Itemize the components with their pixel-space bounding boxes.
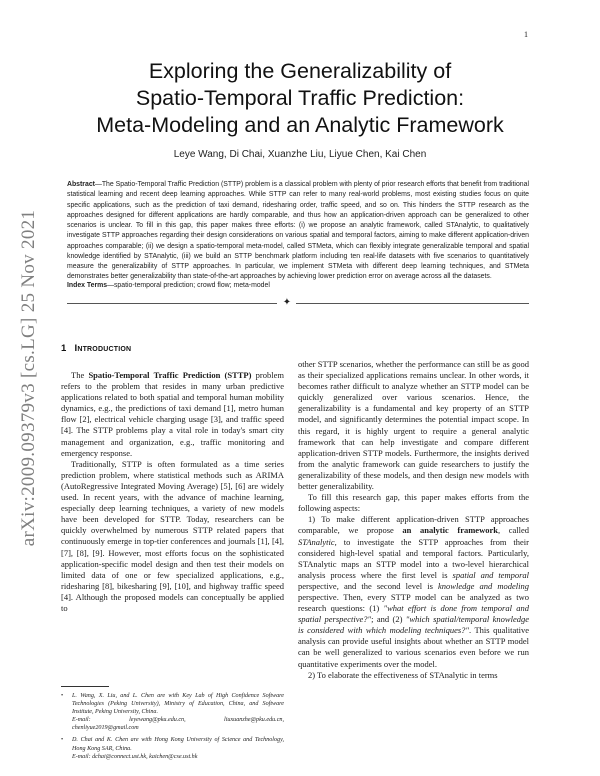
research-question-1: "what effort is done from temporal and spatial perspective?" bbox=[298, 603, 529, 625]
paragraph-text: The bbox=[71, 370, 89, 380]
arxiv-stamp bbox=[4, 178, 54, 578]
right-paragraph-4: 2) To elaborate the effectiveness of STAnalytic in terms bbox=[308, 669, 498, 680]
arxiv-stamp-text: arXiv:2009.09379v3 [cs.LG] 25 Nov 2021 bbox=[18, 209, 39, 547]
abstract-label: Abstract bbox=[67, 181, 95, 188]
email-address: leyewang@pku.edu.cn, bbox=[129, 717, 186, 724]
footnote-text bbox=[72, 692, 284, 732]
paragraph-text: problem refers to the problem that resides in many urban predictive applications related to both spatial and temporal human mobility dynamics, e.g., the predictions of taxi demand [1], metro human flow [2], electrical vehicle charging usage [3], and traffic speed [4]. The STTP problems play a vital role in today's smart city management and organization, e.g., traffic monitoring and emergency response. bbox=[61, 370, 285, 458]
abstract bbox=[67, 180, 529, 283]
footnote-affiliation: D. Chai and K. Chen are with Hong Kong University of Science and Technology, Hong Kong SAR, China. bbox=[72, 737, 284, 752]
email-address: liuxuanzhe@pku.edu.cn, bbox=[224, 717, 284, 724]
index-terms-text: —spatio-temporal prediction; crowd flow; meta-model bbox=[107, 282, 270, 289]
divider-right-rule bbox=[296, 303, 529, 304]
research-question-2: "which spatial/temporal knowledge is considered with which modeling techniques?" bbox=[298, 614, 530, 636]
author-list: Leye Wang, Di Chai, Xuanzhe Liu, Liyue Chen, Kai Chen bbox=[173, 149, 427, 160]
paragraph-text: . This qualitative analysis can provide useful insights about whether an STTP model can be well generalized to various scenarios even before we run quantitative experiments over the model. bbox=[298, 625, 529, 669]
paper-title bbox=[60, 58, 540, 139]
right-paragraph-1: other STTP scenarios, whether the performance can still be as good as their specialized applications remains unclear. In other words, it becomes rather difficult to analyze whether an STTP model can be quickly generalized over various scenarios. Hence, the generalizability is a fundamental and key property of an STTP model, and significantly determines the potential impact scope. In this regard, it is highly urgent to require a general analytic framework that can help investigate and compare different application-driven STTP models. Furthermore, the insights derived from the analytic framework can guide researchers to justify the generalizability of these models, and then design new models with better generalizability. bbox=[298, 359, 529, 492]
paragraph-text: perspective, and the second level is bbox=[298, 580, 439, 591]
index-terms bbox=[67, 281, 529, 291]
paragraph-text: , called bbox=[497, 525, 529, 536]
intro-paragraph-2: Traditionally, STTP is often formulated as a time series prediction problem, where statistical methods such as ARIMA (AutoRegressive Integrated Moving Average) [5], [6] are widely used. In recent years, with the advance of machine learning, especially deep learning techniques, a variety of new models have been developed for STTP. Today, researchers can be quickly overwhelmed by numerous STTP related papers that continuously emerge in top-tier conferences and journals [1], [4], [7], [8], [9]. However, most efforts focus on the sophisticated application-specific model design and then test their models on limited data of one or few specialized applications, e.g., ridesharing [8], bikesharing [9], [10], and highway traffic speed [4]. Although the proposed models can conceptually be applied to bbox=[61, 458, 284, 613]
right-paragraph-3 bbox=[298, 514, 529, 669]
page-number: 1 bbox=[524, 30, 528, 39]
abstract-text: —The Spatio-Temporal Traffic Prediction (STTP) problem is a classical problem with plenty of prior research efforts that benefit from traditional statistical learning and recent deep learning approaches. While STTP can refer to many real-world problems, most existing studies focus on quite specific applications, such as the prediction of taxi demand, ridesharing order, traffic speed, and so on. This hinders the STTP research as the approaches designed for different applications are hardly comparable, and thus how an application-driven approach can be generalized to other scenarios is unclear. To fill in this gap, this paper makes three efforts: (i) we propose an analytic framework, called STAnalytic, to qualitatively investigate STTP approaches regarding their design considerations on various spatial and temporal factors, aiming to make different application-driven approaches comparable; (ii) we design a spatio-temporal meta-model, called STMeta, which can flexibly integrate generalizable temporal and spatial knowledge identified by STAnalytic, (iii) we build an STTP benchmark platform including ten real-life datasets with five scenarios to quantitatively measure the generalizability of STTP approaches. In particular, we implement STMeta with different deep learning techniques, and STMeta demonstrates better generalizability than state-of-the-art approaches by achieving lower prediction error on average across all the datasets. bbox=[67, 181, 529, 281]
stanalytic-term: STAnalytic bbox=[298, 536, 335, 547]
left-column bbox=[61, 370, 284, 614]
email-address: chenliyue2019@gmail.com bbox=[72, 725, 139, 732]
title-line-2: Spatio-Temporal Traffic Prediction: bbox=[135, 86, 465, 110]
footnote-email-row bbox=[72, 716, 284, 724]
paragraph-text: , to investigate the STTP approaches from their considered high-level spatial and temporal factors. Particularly, STAnalytic maps an STTP model into a two-level hierarchical analysis process where the first level is bbox=[298, 536, 529, 580]
right-column bbox=[298, 359, 529, 681]
title-line-3: Meta-Modeling and an Analytic Framework bbox=[96, 113, 504, 137]
section-heading bbox=[61, 343, 284, 354]
footnote-text bbox=[72, 736, 284, 760]
paragraph-text: perspective. Then, every STTP model can be analyzed as two research questions: (1) bbox=[298, 591, 529, 614]
sttp-term: Spatio-Temporal Traffic Prediction (STTP) bbox=[88, 370, 252, 380]
footnote-2 bbox=[61, 736, 284, 760]
footnote-bullet: • bbox=[61, 693, 64, 699]
framework-term: an analytic framework bbox=[402, 525, 498, 536]
title-line-1: Exploring the Generalizability of bbox=[148, 59, 452, 83]
intro-paragraph-1 bbox=[61, 370, 284, 459]
italic-term: spatial and temporal bbox=[452, 569, 530, 580]
italic-term: knowledge and modeling bbox=[438, 580, 529, 591]
section-title: Introduction bbox=[74, 343, 132, 354]
paragraph-text: ; and (2) bbox=[371, 614, 406, 625]
right-paragraph-2: To fill this research gap, this paper makes efforts from the following aspects: bbox=[298, 492, 529, 514]
footnote-email: E-mail: dchai@connect.ust.hk, kaichen@cse.ust.hk bbox=[72, 753, 198, 760]
footnote-bullet: • bbox=[61, 737, 64, 744]
divider-ornament: ✦ bbox=[282, 297, 292, 308]
index-terms-label: Index Terms bbox=[67, 282, 108, 289]
footnote-1 bbox=[61, 692, 284, 732]
section-number: 1 bbox=[61, 343, 67, 354]
paragraph-text: 1) To make different application-driven STTP approaches comparable, we propose bbox=[298, 514, 529, 536]
footnote-rule bbox=[61, 686, 109, 687]
footnotes bbox=[61, 692, 284, 765]
divider-left-rule bbox=[67, 303, 277, 304]
footnote-affiliation: L. Wang, X. Liu, and L. Chen are with Key Lab of High Confidence Software Technologies (Peking University), Ministry of Education, China, and Software Institute, Peking University, China. bbox=[72, 693, 284, 716]
email-label: E-mail: bbox=[72, 717, 91, 724]
